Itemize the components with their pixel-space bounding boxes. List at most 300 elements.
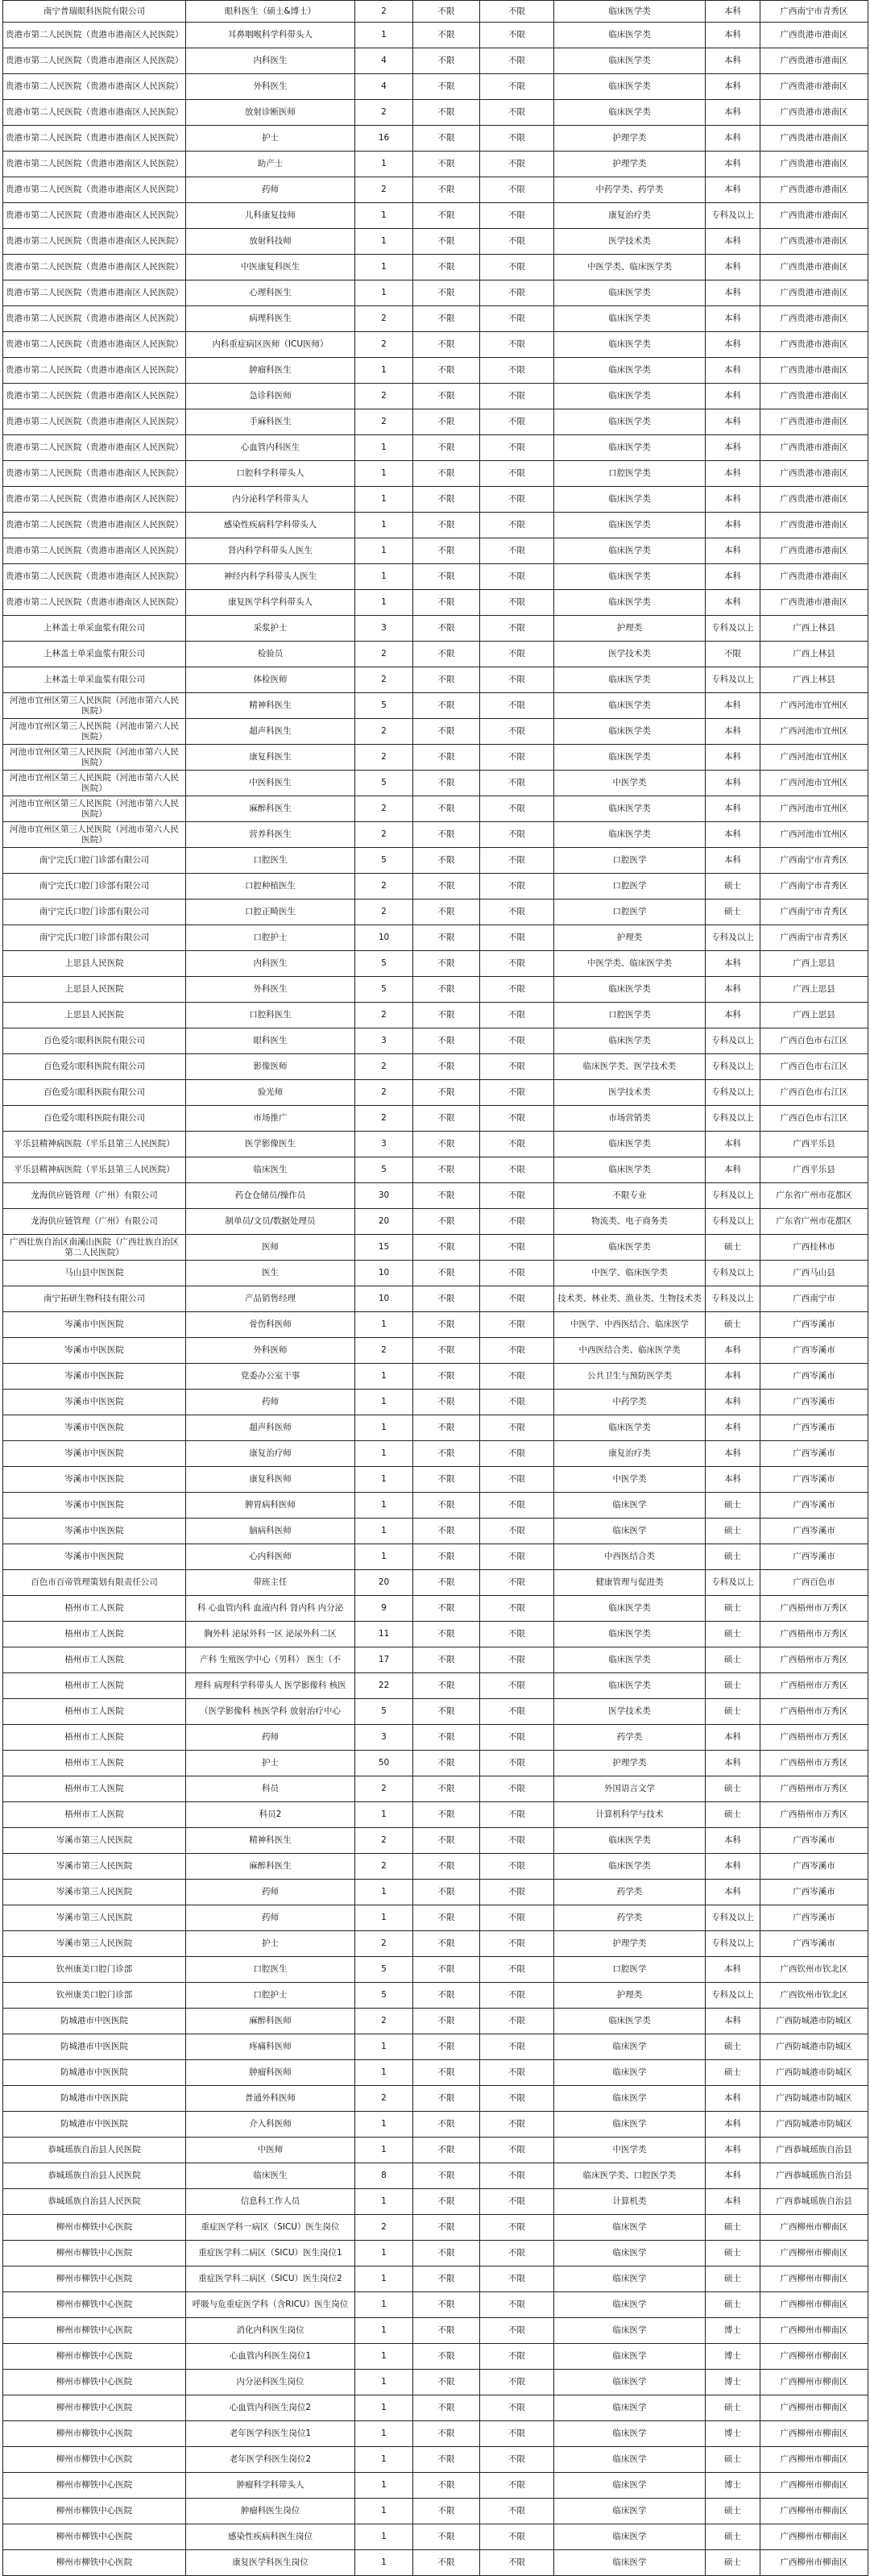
location-cell: 广西柳州市柳南区 [760, 2370, 868, 2395]
headcount-cell: 1 [355, 461, 413, 487]
position-cell: 检验员 [186, 642, 355, 667]
age-cell: 不限 [480, 2138, 554, 2163]
gender-cell: 不限 [413, 255, 480, 280]
table-row [3, 1, 868, 23]
major-cell: 临床医学类 [554, 23, 706, 48]
headcount-cell: 2 [355, 306, 413, 332]
headcount-cell: 1 [355, 487, 413, 513]
position-cell: 介入科医师 [186, 2112, 355, 2138]
table-row [3, 1596, 868, 1622]
employer-cell: 上林盖士单采血浆有限公司 [3, 667, 186, 693]
location-cell: 广西贵港市港南区 [760, 203, 868, 229]
table-row [3, 2344, 868, 2370]
age-cell: 不限 [480, 1441, 554, 1467]
location-cell: 广西河池市宜州区 [760, 796, 868, 822]
table-row [3, 358, 868, 384]
employer-cell: 贵港市第二人民医院（贵港市港南区人民医院） [3, 23, 186, 48]
location-cell: 广西南宁市青秀区 [760, 1, 868, 23]
major-cell: 临床医学 [554, 2034, 706, 2060]
position-cell: 制单员/文员/数据处理员 [186, 1209, 355, 1235]
age-cell: 不限 [480, 1751, 554, 1776]
education-cell: 本科 [706, 152, 760, 177]
employer-cell: 平乐县精神病医院（平乐县第三人民医院） [3, 1157, 186, 1183]
table-row [3, 1570, 868, 1596]
major-cell: 临床医学类 [554, 409, 706, 435]
position-cell: 病理科医生 [186, 306, 355, 332]
headcount-cell: 2 [355, 874, 413, 900]
gender-cell: 不限 [413, 1905, 480, 1931]
position-cell: 放射诊断医师 [186, 100, 355, 126]
gender-cell: 不限 [413, 771, 480, 796]
employer-cell: 防城港市中医医院 [3, 2112, 186, 2138]
location-cell: 广西恭城瑶族自治县 [760, 2138, 868, 2163]
employer-cell: 柳州市柳铁中心医院 [3, 2395, 186, 2421]
location-cell: 广西防城港市防城区 [760, 2009, 868, 2034]
major-cell: 临床医学 [554, 2395, 706, 2421]
education-cell: 硕士 [706, 2060, 760, 2086]
gender-cell: 不限 [413, 667, 480, 693]
headcount-cell: 2 [355, 1106, 413, 1132]
table-row [3, 1673, 868, 1699]
education-cell: 硕士 [706, 1235, 760, 1261]
gender-cell: 不限 [413, 1132, 480, 1157]
gender-cell: 不限 [413, 1286, 480, 1312]
headcount-cell: 20 [355, 1209, 413, 1235]
education-cell: 专科及以上 [706, 1570, 760, 1596]
age-cell: 不限 [480, 306, 554, 332]
location-cell: 广西桂林市 [760, 1235, 868, 1261]
education-cell: 本科 [706, 538, 760, 564]
employer-cell: 上思县人民医院 [3, 951, 186, 977]
gender-cell: 不限 [413, 590, 480, 616]
table-row [3, 2524, 868, 2550]
education-cell: 博士 [706, 2421, 760, 2447]
table-row [3, 951, 868, 977]
employer-cell: 贵港市第二人民医院（贵港市港南区人民医院） [3, 177, 186, 203]
education-cell: 本科 [706, 719, 760, 745]
table-row [3, 796, 868, 822]
education-cell: 硕士 [706, 2034, 760, 2060]
location-cell: 广西河池市宜州区 [760, 745, 868, 771]
age-cell: 不限 [480, 435, 554, 461]
location-cell: 广西岑溪市 [760, 1854, 868, 1880]
location-cell: 广西贵港市港南区 [760, 126, 868, 152]
position-cell: 疼痛科医师 [186, 2034, 355, 2060]
table-row [3, 1235, 868, 1261]
table-row [3, 1622, 868, 1647]
table-row [3, 2009, 868, 2034]
education-cell: 本科 [706, 951, 760, 977]
employer-cell: 柳州市柳铁中心医院 [3, 2266, 186, 2292]
table-row [3, 435, 868, 461]
location-cell: 广西柳州市柳南区 [760, 2215, 868, 2241]
education-cell: 本科 [706, 1828, 760, 1854]
table-row [3, 642, 868, 667]
education-cell: 本科 [706, 1003, 760, 1028]
employer-cell: 梧州市工人医院 [3, 1647, 186, 1673]
age-cell: 不限 [480, 2112, 554, 2138]
table-row [3, 745, 868, 771]
position-cell: 中医师 [186, 2138, 355, 2163]
major-cell: 中医学、临床医学类 [554, 1261, 706, 1286]
education-cell: 本科 [706, 1132, 760, 1157]
location-cell: 广西百色市右江区 [760, 1080, 868, 1106]
location-cell: 广东省广州市花都区 [760, 1209, 868, 1235]
gender-cell: 不限 [413, 1751, 480, 1776]
education-cell: 硕士 [706, 874, 760, 900]
gender-cell: 不限 [413, 900, 480, 925]
education-cell: 本科 [706, 306, 760, 332]
position-cell: 采浆护士 [186, 616, 355, 642]
employer-cell: 梧州市工人医院 [3, 1802, 186, 1828]
location-cell: 广西岑溪市 [760, 1338, 868, 1364]
headcount-cell: 1 [355, 2060, 413, 2086]
age-cell: 不限 [480, 1957, 554, 1983]
age-cell: 不限 [480, 2060, 554, 2086]
gender-cell: 不限 [413, 1983, 480, 2009]
location-cell: 广西钦州市钦北区 [760, 1983, 868, 2009]
age-cell: 不限 [480, 1776, 554, 1802]
education-cell: 专科及以上 [706, 1931, 760, 1957]
age-cell: 不限 [480, 1725, 554, 1751]
table-row [3, 2421, 868, 2447]
age-cell: 不限 [480, 2292, 554, 2318]
position-cell: 脑病科医师 [186, 1519, 355, 1544]
age-cell: 不限 [480, 1519, 554, 1544]
gender-cell: 不限 [413, 2215, 480, 2241]
position-cell: 老年医学科医生岗位1 [186, 2421, 355, 2447]
gender-cell: 不限 [413, 1209, 480, 1235]
age-cell: 不限 [480, 255, 554, 280]
age-cell: 不限 [480, 2499, 554, 2524]
headcount-cell: 2 [355, 1003, 413, 1028]
location-cell: 广西柳州市柳南区 [760, 2266, 868, 2292]
location-cell: 广西贵港市港南区 [760, 229, 868, 255]
headcount-cell: 20 [355, 1570, 413, 1596]
education-cell: 本科 [706, 435, 760, 461]
position-cell: 康复治疗师 [186, 1441, 355, 1467]
gender-cell: 不限 [413, 513, 480, 538]
education-cell: 本科 [706, 358, 760, 384]
position-cell: 内分泌科医生岗位 [186, 2370, 355, 2395]
employer-cell: 马山县中医医院 [3, 1261, 186, 1286]
table-row [3, 177, 868, 203]
position-cell: 产品销售经理 [186, 1286, 355, 1312]
major-cell: 临床医学类 [554, 538, 706, 564]
table-row [3, 1286, 868, 1312]
table-row [3, 461, 868, 487]
table-row [3, 2163, 868, 2189]
employer-cell: 贵港市第二人民医院（贵港市港南区人民医院） [3, 513, 186, 538]
major-cell: 临床医学类 [554, 1, 706, 23]
headcount-cell: 3 [355, 1725, 413, 1751]
age-cell: 不限 [480, 229, 554, 255]
major-cell: 临床医学类 [554, 822, 706, 848]
age-cell: 不限 [480, 1493, 554, 1519]
major-cell: 临床医学 [554, 2499, 706, 2524]
location-cell: 广西梧州市万秀区 [760, 1647, 868, 1673]
gender-cell: 不限 [413, 693, 480, 719]
employer-cell: 柳州市柳铁中心医院 [3, 2447, 186, 2473]
education-cell: 不限 [706, 642, 760, 667]
education-cell: 硕士 [706, 1673, 760, 1699]
headcount-cell: 5 [355, 951, 413, 977]
table-row [3, 2318, 868, 2344]
age-cell: 不限 [480, 719, 554, 745]
employer-cell: 岑溪市中医医院 [3, 1493, 186, 1519]
education-cell: 专科及以上 [706, 1183, 760, 1209]
headcount-cell: 1 [355, 1544, 413, 1570]
location-cell: 广西百色市 [760, 1570, 868, 1596]
table-row [3, 2550, 868, 2576]
education-cell: 本科 [706, 745, 760, 771]
education-cell: 本科 [706, 100, 760, 126]
headcount-cell: 50 [355, 1751, 413, 1776]
age-cell: 不限 [480, 1467, 554, 1493]
major-cell: 临床医学类 [554, 1415, 706, 1441]
major-cell: 口腔医学 [554, 848, 706, 874]
position-cell: 科员2 [186, 1802, 355, 1828]
education-cell: 硕士 [706, 2550, 760, 2576]
table-row [3, 538, 868, 564]
location-cell: 广西贵港市港南区 [760, 255, 868, 280]
employer-cell: 贵港市第二人民医院（贵港市港南区人民医院） [3, 152, 186, 177]
education-cell: 本科 [706, 461, 760, 487]
major-cell: 护理类 [554, 925, 706, 951]
location-cell: 广西贵港市港南区 [760, 384, 868, 409]
education-cell: 博士 [706, 2370, 760, 2395]
education-cell: 本科 [706, 1441, 760, 1467]
employer-cell: 岑溪市中医医院 [3, 1441, 186, 1467]
employer-cell: 梧州市工人医院 [3, 1699, 186, 1725]
education-cell: 本科 [706, 2112, 760, 2138]
employer-cell: 南宁完氏口腔门诊部有限公司 [3, 848, 186, 874]
gender-cell: 不限 [413, 616, 480, 642]
major-cell: 临床医学 [554, 2086, 706, 2112]
employer-cell: 岑溪市第三人民医院 [3, 1828, 186, 1854]
age-cell: 不限 [480, 1415, 554, 1441]
employer-cell: 岑溪市中医医院 [3, 1390, 186, 1415]
headcount-cell: 15 [355, 1235, 413, 1261]
headcount-cell: 5 [355, 848, 413, 874]
age-cell: 不限 [480, 2344, 554, 2370]
age-cell: 不限 [480, 513, 554, 538]
major-cell: 中西医结合类、临床医学类 [554, 1338, 706, 1364]
gender-cell: 不限 [413, 822, 480, 848]
education-cell: 本科 [706, 590, 760, 616]
location-cell: 广西防城港市防城区 [760, 2060, 868, 2086]
gender-cell: 不限 [413, 1364, 480, 1390]
major-cell: 护理学类 [554, 1751, 706, 1776]
position-cell: 耳鼻咽喉科学科带头人 [186, 23, 355, 48]
table-row [3, 719, 868, 745]
education-cell: 硕士 [706, 1312, 760, 1338]
table-row [3, 1725, 868, 1751]
position-cell: 药师 [186, 177, 355, 203]
table-row [3, 1493, 868, 1519]
location-cell: 广西南宁市青秀区 [760, 874, 868, 900]
headcount-cell: 9 [355, 1596, 413, 1622]
location-cell: 广西上思县 [760, 951, 868, 977]
gender-cell: 不限 [413, 564, 480, 590]
age-cell: 不限 [480, 2318, 554, 2344]
age-cell: 不限 [480, 1544, 554, 1570]
major-cell: 中医学类、临床医学类 [554, 951, 706, 977]
employer-cell: 贵港市第二人民医院（贵港市港南区人民医院） [3, 538, 186, 564]
table-row [3, 2447, 868, 2473]
gender-cell: 不限 [413, 1519, 480, 1544]
age-cell: 不限 [480, 126, 554, 152]
major-cell: 药学类 [554, 1880, 706, 1905]
major-cell: 药学类 [554, 1725, 706, 1751]
education-cell: 硕士 [706, 1699, 760, 1725]
position-cell: 心理科医生 [186, 280, 355, 306]
table-row [3, 2241, 868, 2266]
major-cell: 健康管理与促进类 [554, 1570, 706, 1596]
table-row [3, 48, 868, 74]
education-cell: 硕士 [706, 2395, 760, 2421]
major-cell: 临床医学 [554, 2524, 706, 2550]
position-cell: 脾胃病科医师 [186, 1493, 355, 1519]
gender-cell: 不限 [413, 152, 480, 177]
position-cell: 党委办公室干事 [186, 1364, 355, 1390]
age-cell: 不限 [480, 2473, 554, 2499]
position-cell: 重症医学科二病区（SICU）医生岗位2 [186, 2266, 355, 2292]
table-row [3, 23, 868, 48]
headcount-cell: 1 [355, 2550, 413, 2576]
headcount-cell: 1 [355, 2370, 413, 2395]
location-cell: 广西岑溪市 [760, 1519, 868, 1544]
headcount-cell: 5 [355, 1983, 413, 2009]
education-cell: 本科 [706, 1467, 760, 1493]
education-cell: 本科 [706, 796, 760, 822]
location-cell: 广西梧州市万秀区 [760, 1776, 868, 1802]
position-cell: 外科医生 [186, 977, 355, 1003]
age-cell: 不限 [480, 564, 554, 590]
age-cell: 不限 [480, 1880, 554, 1905]
gender-cell: 不限 [413, 1261, 480, 1286]
position-cell: 外科医师 [186, 1338, 355, 1364]
position-cell: 普通外科医师 [186, 2086, 355, 2112]
position-cell: 药师 [186, 1880, 355, 1905]
headcount-cell: 22 [355, 1673, 413, 1699]
gender-cell: 不限 [413, 1622, 480, 1647]
table-row [3, 1261, 868, 1286]
employer-cell: 梧州市工人医院 [3, 1622, 186, 1647]
education-cell: 硕士 [706, 1544, 760, 1570]
gender-cell: 不限 [413, 1880, 480, 1905]
major-cell: 临床医学类 [554, 513, 706, 538]
education-cell: 硕士 [706, 2241, 760, 2266]
major-cell: 临床医学类 [554, 1028, 706, 1054]
position-cell: （医学影像科 核医学科 放射治疗中心 [186, 1699, 355, 1725]
position-cell: 口腔科医生 [186, 1003, 355, 1028]
employer-cell: 柳州市柳铁中心医院 [3, 2421, 186, 2447]
table-row [3, 848, 868, 874]
position-cell: 精神科医生 [186, 1828, 355, 1854]
major-cell: 临床医学类 [554, 1622, 706, 1647]
position-cell: 影像医师 [186, 1054, 355, 1080]
age-cell: 不限 [480, 23, 554, 48]
age-cell: 不限 [480, 461, 554, 487]
table-row [3, 280, 868, 306]
location-cell: 广西柳州市柳南区 [760, 2292, 868, 2318]
location-cell: 广西百色市右江区 [760, 1028, 868, 1054]
location-cell: 广西梧州市万秀区 [760, 1725, 868, 1751]
employer-cell: 百色爱尔眼科医院有限公司 [3, 1080, 186, 1106]
major-cell: 护理类 [554, 1983, 706, 2009]
gender-cell: 不限 [413, 796, 480, 822]
age-cell: 不限 [480, 1183, 554, 1209]
major-cell: 市场营销类 [554, 1106, 706, 1132]
education-cell: 本科 [706, 2163, 760, 2189]
position-cell: 手麻科医生 [186, 409, 355, 435]
employer-cell: 贵港市第二人民医院（贵港市港南区人民医院） [3, 487, 186, 513]
table-row [3, 1364, 868, 1390]
table-row [3, 1338, 868, 1364]
location-cell: 广西岑溪市 [760, 1880, 868, 1905]
employer-cell: 贵港市第二人民医院（贵港市港南区人民医院） [3, 229, 186, 255]
headcount-cell: 2 [355, 384, 413, 409]
table-row [3, 2060, 868, 2086]
table-row [3, 1312, 868, 1338]
location-cell: 广西贵港市港南区 [760, 152, 868, 177]
table-row [3, 152, 868, 177]
gender-cell: 不限 [413, 1415, 480, 1441]
location-cell: 广西贵港市港南区 [760, 461, 868, 487]
education-cell: 本科 [706, 229, 760, 255]
position-cell: 康复医学科医生岗位 [186, 2550, 355, 2576]
employer-cell: 梧州市工人医院 [3, 1776, 186, 1802]
employer-cell: 柳州市柳铁中心医院 [3, 2370, 186, 2395]
education-cell: 硕士 [706, 900, 760, 925]
location-cell: 广西柳州市柳南区 [760, 2499, 868, 2524]
age-cell: 不限 [480, 1132, 554, 1157]
employer-cell: 柳州市柳铁中心医院 [3, 2292, 186, 2318]
major-cell: 临床医学类 [554, 693, 706, 719]
table-row [3, 2499, 868, 2524]
age-cell: 不限 [480, 1390, 554, 1415]
position-cell: 带班主任 [186, 1570, 355, 1596]
age-cell: 不限 [480, 1, 554, 23]
gender-cell: 不限 [413, 2189, 480, 2215]
employer-cell: 百色市百帝管理策划有限责任公司 [3, 1570, 186, 1596]
headcount-cell: 3 [355, 616, 413, 642]
age-cell: 不限 [480, 951, 554, 977]
location-cell: 广西岑溪市 [760, 1312, 868, 1338]
position-cell: 肾内科学科带头人医生 [186, 538, 355, 564]
age-cell: 不限 [480, 203, 554, 229]
table-row [3, 2189, 868, 2215]
table-row [3, 1544, 868, 1570]
major-cell: 临床医学类 [554, 100, 706, 126]
location-cell: 广西岑溪市 [760, 1905, 868, 1931]
position-cell: 肿瘤科医师 [186, 2060, 355, 2086]
education-cell: 本科 [706, 23, 760, 48]
position-cell: 胸外科 泌尿外科一区 泌尿外科二区 [186, 1622, 355, 1647]
headcount-cell: 1 [355, 1802, 413, 1828]
headcount-cell: 5 [355, 771, 413, 796]
major-cell: 临床医学类 [554, 1235, 706, 1261]
employer-cell: 柳州市柳铁中心医院 [3, 2524, 186, 2550]
position-cell: 康复科医生 [186, 745, 355, 771]
table-row [3, 2266, 868, 2292]
table-row [3, 1699, 868, 1725]
gender-cell: 不限 [413, 2034, 480, 2060]
gender-cell: 不限 [413, 1596, 480, 1622]
employer-cell: 龙海供应链管理（广州）有限公司 [3, 1183, 186, 1209]
major-cell: 临床医学 [554, 2473, 706, 2499]
